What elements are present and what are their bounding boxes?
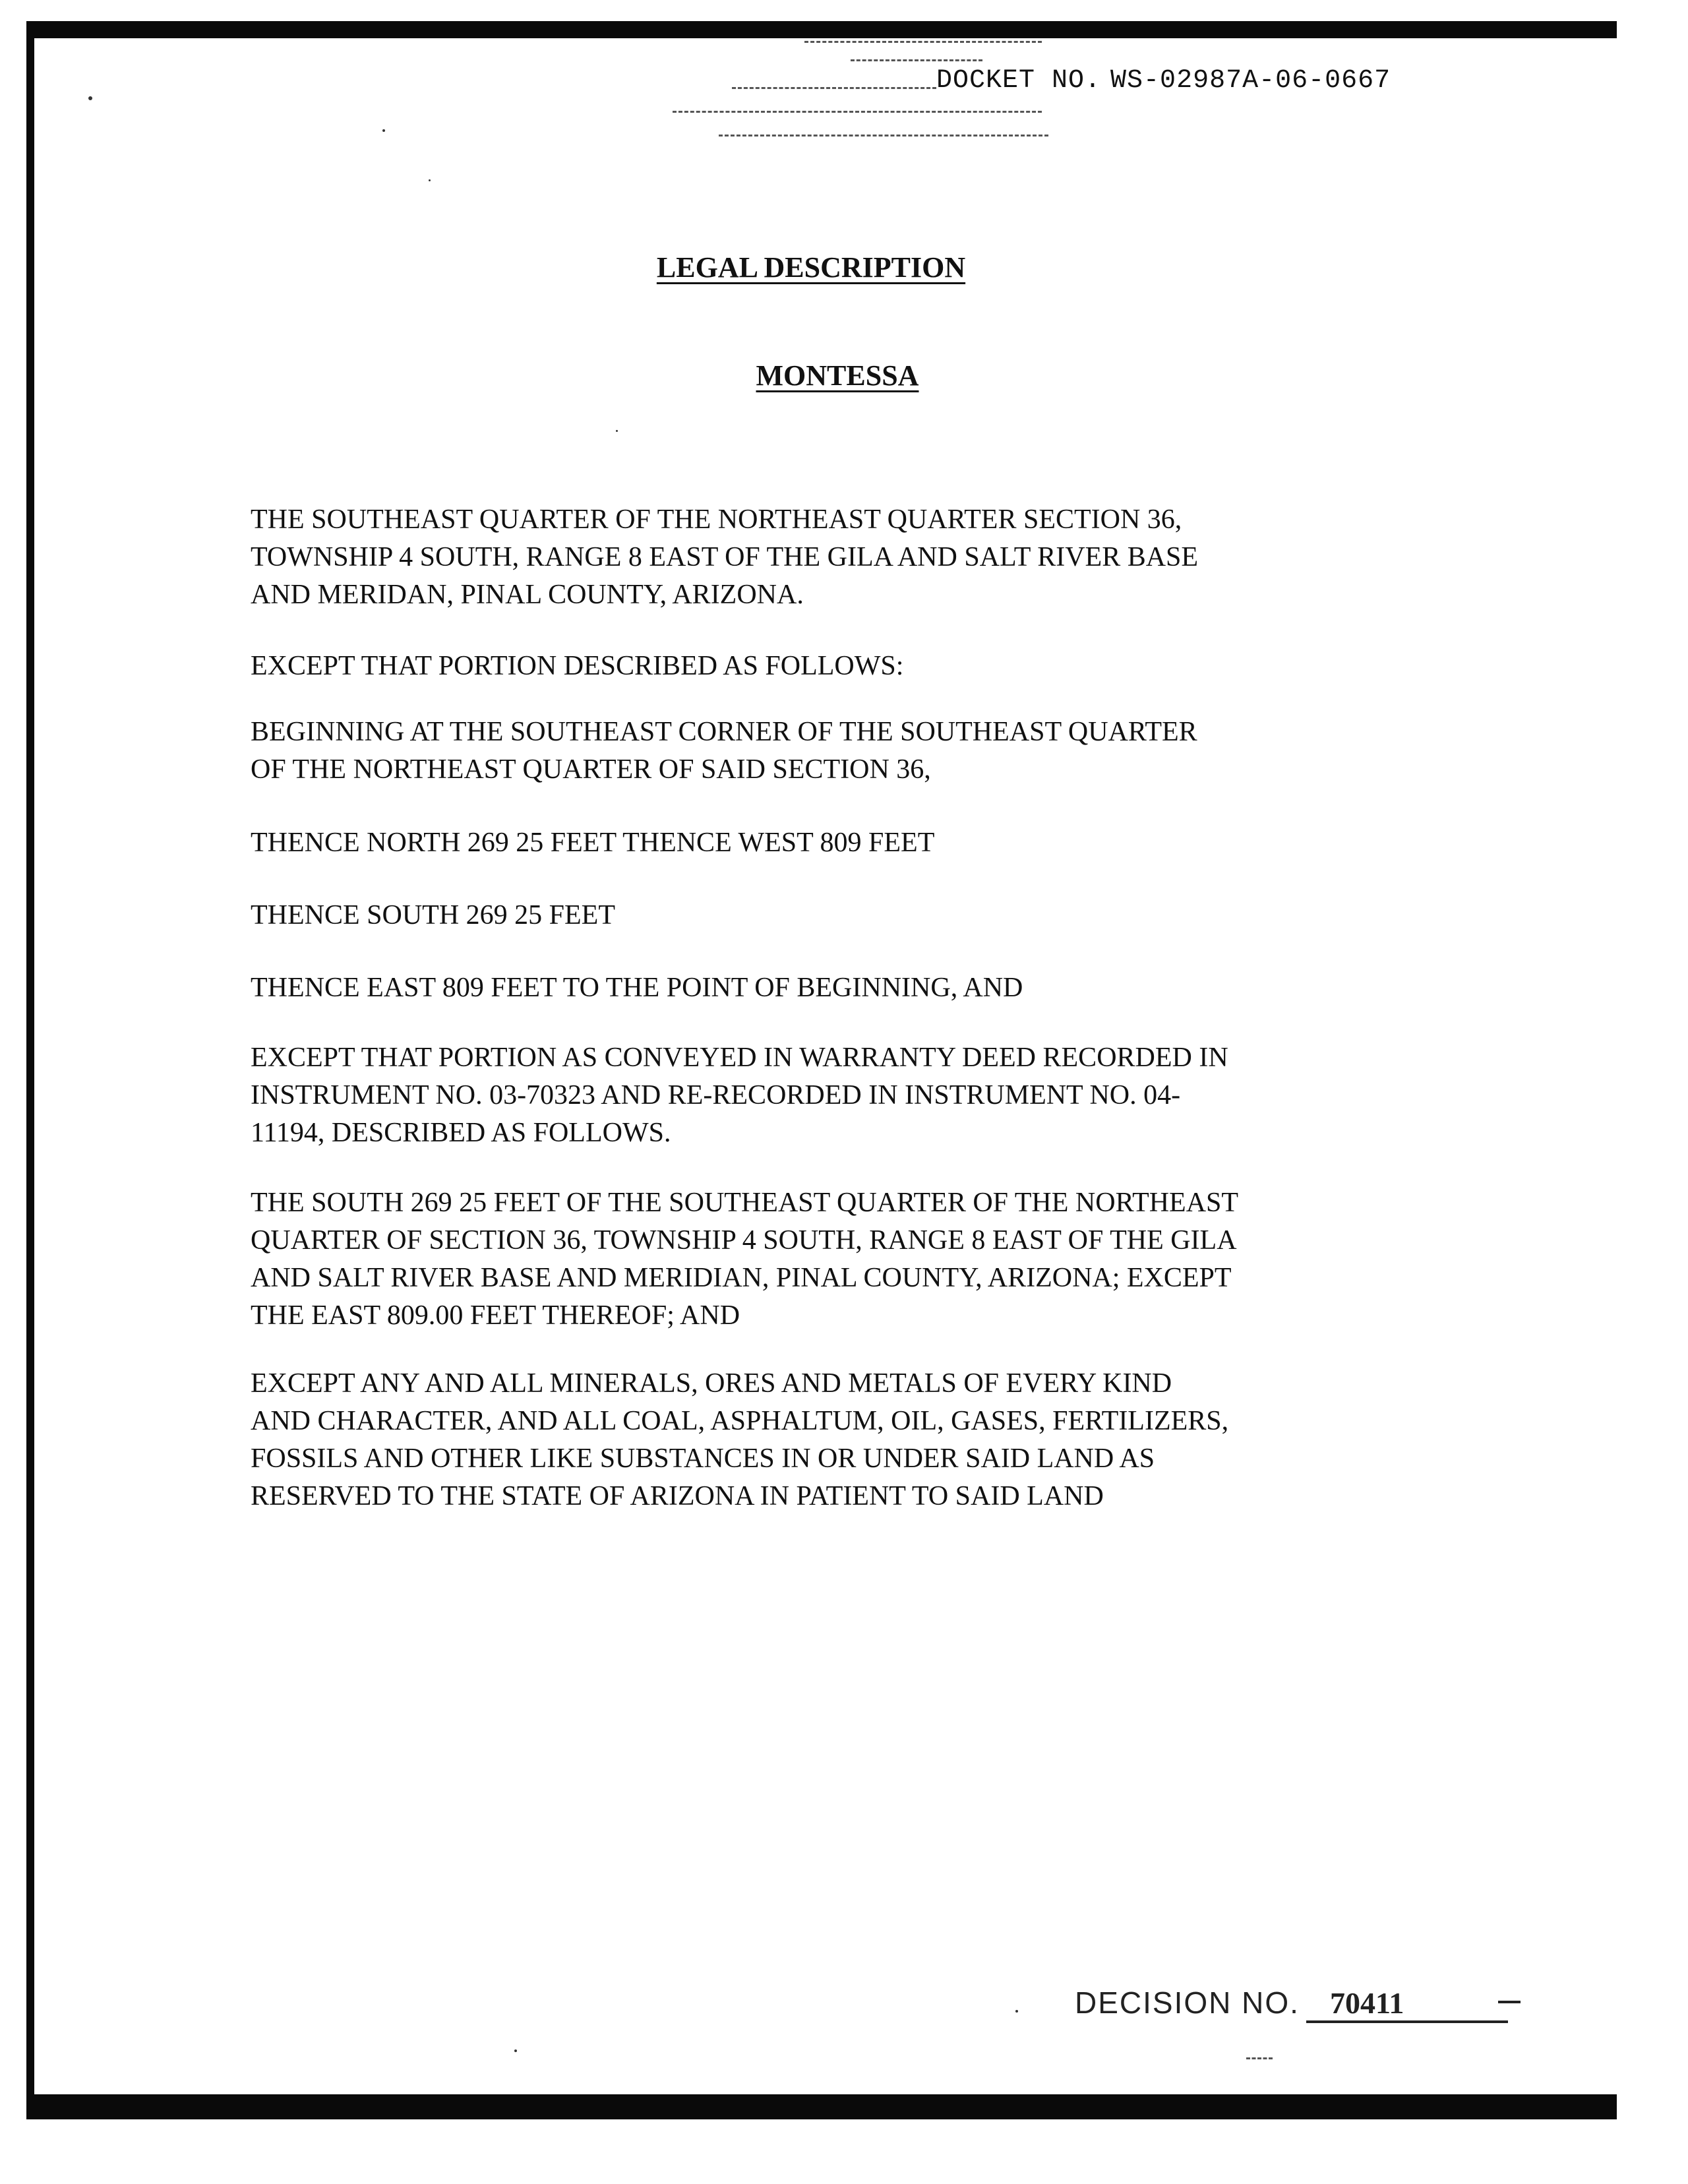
- scan-border-bottom: [26, 2094, 1617, 2119]
- paragraph-course-south: THENCE SOUTH 269 25 FEET: [251, 900, 615, 930]
- paragraph-mineral-reservation: EXCEPT ANY AND ALL MINERALS, ORES AND METALS OF EVERY KIND AND CHARACTER, AND ALL COAL, ASPHALTUM, OIL, GASES, FERTILIZERS, FOSSILS AND OTHER LIKE SUBSTANCES IN OR UNDER SAID LAND AS RESERVED TO THE STATE OF ARIZONA IN PATIENT TO SAID LAND: [251, 1368, 1229, 1511]
- scan-mark: [1498, 2001, 1521, 2003]
- docket-number: WS-02987A-06-0667: [1110, 66, 1391, 96]
- paragraph-course-east: THENCE EAST 809 FEET TO THE POINT OF BEGINNING, AND: [251, 973, 1023, 1003]
- document-title: LEGAL DESCRIPTION: [656, 251, 966, 284]
- decision-number: 70411: [1306, 1986, 1508, 2023]
- scan-mark: [673, 111, 1042, 113]
- scan-speck: [88, 96, 92, 100]
- paragraph-course-north-west: THENCE NORTH 269 25 FEET THENCE WEST 809 FEET: [251, 828, 935, 858]
- scan-speck: [1015, 2010, 1018, 2013]
- paragraph-warranty-deed-exception: EXCEPT THAT PORTION AS CONVEYED IN WARRANTY DEED RECORDED IN INSTRUMENT NO. 03-70323 AND RE-RECORDED IN INSTRUMENT NO. 04- 11194, DESCRIBED AS FOLLOWS.: [251, 1043, 1228, 1148]
- decision-label: DECISION NO.: [1075, 1986, 1300, 2020]
- scan-border-left: [26, 21, 34, 2118]
- decision-number-line: [1075, 1985, 1508, 2023]
- paragraph-exception-intro: EXCEPT THAT PORTION DESCRIBED AS FOLLOWS:: [251, 651, 904, 681]
- scan-mark: [719, 135, 1048, 136]
- scan-mark: [804, 41, 1042, 43]
- paragraph-point-of-beginning: BEGINNING AT THE SOUTHEAST CORNER OF THE SOUTHEAST QUARTER OF THE NORTHEAST QUARTER OF SAID SECTION 36,: [251, 717, 1197, 785]
- property-name: MONTESSA: [756, 359, 919, 392]
- scan-mark: [1246, 2057, 1273, 2059]
- scan-mark: [851, 59, 982, 61]
- paragraph-south-portion: THE SOUTH 269 25 FEET OF THE SOUTHEAST QUARTER OF THE NORTHEAST QUARTER OF SECTION 36, TOWNSHIP 4 SOUTH, RANGE 8 EAST OF THE GILA AND SALT RIVER BASE AND MERIDIAN, PINAL COUNTY, ARIZONA; EXCEPT THE EAST 809.00 FEET THEREOF; AND: [251, 1188, 1239, 1331]
- docket-number-line: [936, 66, 1391, 96]
- paragraph-parcel-description: THE SOUTHEAST QUARTER OF THE NORTHEAST QUARTER SECTION 36, TOWNSHIP 4 SOUTH, RANGE 8 EAST OF THE GILA AND SALT RIVER BASE AND MERIDAN, PINAL COUNTY, ARIZONA.: [251, 504, 1199, 610]
- scan-mark: [732, 87, 936, 89]
- docket-label: DOCKET NO.: [936, 66, 1102, 96]
- scan-speck: [382, 129, 385, 132]
- scan-speck: [429, 179, 431, 181]
- scan-speck: [616, 430, 618, 432]
- scan-speck: [514, 2049, 517, 2052]
- scan-border-top: [26, 21, 1617, 38]
